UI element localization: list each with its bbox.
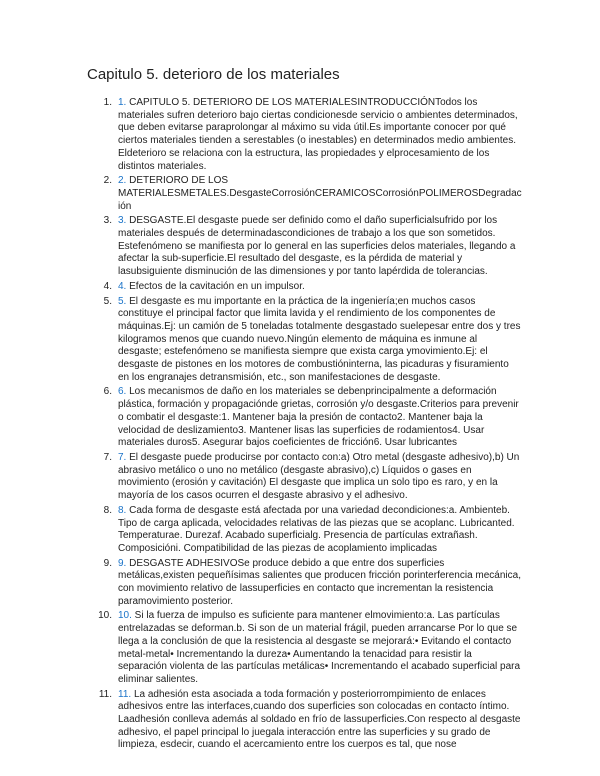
list-item-text: Si la fuerza de impulso es suficiente para mantener elmovimiento:a. Las partículas entrelazadas se deforman.b. Si son de un material frágil, pueden arrancarse Por lo que se llega a la conclusión de que la resistencia al desgaste se mejorará:• Evitando el contacto metal-metal• Incrementando la dureza• Aumentando la tenacidad para resistir la separación violenta de las partículas metálicas• Incrementando el acabado superficial para eliminar salientes. — [118, 610, 521, 685]
list-item-text: El desgaste puede producirse por contacto con:a) Otro metal (desgaste adhesivo),b) Un abrasivo metálico o uno no metálico (desgaste abrasivo),c) Líquidos o gases en movimiento (erosión y cavitación) El desgaste que implica un solo tipo es raro, y en la mayoría de los casos ocurren el desgaste abrasivo y el adhesivo. — [118, 451, 520, 502]
list-item — [90, 175, 522, 213]
list-item — [90, 386, 522, 450]
slide-link[interactable]: 4. — [118, 280, 127, 292]
list-item-text: DESGASTE ADHESIVOSe produce debido a que entre dos superficies metálicas,existen pequeñísimas salientes que producen fricción porinterferencia mecánica, con movimiento relativo de lassuperficies en contacto que incrementan la resistencia paramovimiento posterior. — [118, 557, 521, 607]
list-item-text: CAPITULO 5. DETERIORO DE LOS MATERIALESINTRODUCCIÓNTodos los materiales sufren deterioro bajo ciertas condicionesde servicio o ambientes determinados, que deben evitarse paraprolongar al máximo su vida útil.Es importante conocer por qué ciertos materiales tienden a serestables (o inestables) en determinados medio ambientes. Eldeterioro se relaciona con la estructura, las propiedades y elprocesamiento de los distintos materiales. — [118, 97, 518, 172]
numbered-list — [90, 97, 522, 754]
list-item — [90, 505, 522, 556]
slide-link[interactable]: 7. — [118, 451, 127, 463]
document-title: Capitulo 5. deterioro de los materiales — [87, 66, 340, 83]
list-item — [90, 689, 522, 753]
slide-link[interactable]: 3. — [118, 215, 127, 227]
list-item-number: 10. — [98, 610, 112, 622]
list-item-number: 11. — [98, 688, 112, 700]
list-item-number: 7. — [103, 451, 112, 463]
list-item-number: 3. — [103, 215, 112, 227]
list-item-text: La adhesión esta asociada a toda formación y posteriorrompimiento de enlaces adhesivos entre las interfaces,cuando dos superficies son colocadas en contacto íntimo. Laadhesión conlleva además al soldado en frío de lassuperficies.Con respecto al desgaste adhesivo, el papel principal lo juegala interacción entre las superficies y su grado de limpieza, esdecir, cuando el acercamiento entre los cuerpos es tal, que nose — [118, 688, 521, 751]
list-item-text: Cada forma de desgaste está afectada por una variedad decondiciones:a. Ambienteb. Tipo de carga aplicada, velocidades relativas de las piezas que se acoplanc. Lubricantеd. Temperaturae. Durezaf. Acabado superficialg. Presencia de partículas extrañash. Composicióni. Compatibilidad de las piezas de acoplamiento implicadas — [118, 504, 515, 554]
list-item-text: DESGASTE.El desgaste puede ser definido como el daño superficialsufrido por los materiales después de determinadascondiciones de trabajo a los que son sometidos. Estefenómeno se manifiesta por lo general en las superficies delos materiales, llegando a afectar la sub-superficie.El resultado del desgaste, es la pérdida de material y lasubsiguiente disminución de las dimensiones y por tanto lapérdida de tolerancias. — [118, 215, 516, 278]
page-bottom-edge — [0, 762, 600, 776]
slide-link[interactable]: 2. — [118, 175, 127, 187]
slide-link[interactable]: 10. — [118, 610, 132, 622]
list-item-number: 2. — [103, 175, 112, 187]
slide-link[interactable]: 1. — [118, 97, 127, 108]
slide-link[interactable]: 5. — [118, 295, 127, 307]
list-item-text: El desgaste es mu importante en la práctica de la ingeniería;en muchos casos constituye el principal factor que limita lavida y el rendimiento de los componentes de máquinas.Ej: un camión de 5 toneladas totalmente desgastado suelepesar entre dos y tres kilogramos menos que cuando nuevo.Ningún elemento de máquina es inmune al desgaste; estefenómeno se manifiesta siempre que exista carga ymovimiento.Ej: el desgaste de pistones en los motores de combustióninterna, las picaduras y fisuramiento en los engranajes detransmisión, etc., son manifestaciones de desgaste. — [118, 295, 521, 383]
list-item — [90, 296, 522, 385]
list-item-number: 4. — [103, 280, 112, 292]
list-item — [90, 452, 522, 503]
list-item-number: 5. — [103, 295, 112, 307]
list-item — [90, 558, 522, 609]
list-item-number: 9. — [103, 557, 112, 569]
slide-link[interactable]: 11. — [118, 688, 132, 700]
slide-link[interactable]: 8. — [118, 504, 127, 516]
list-item-number: 6. — [103, 386, 112, 398]
list-item-text: Los mecanismos de daño en los materiales se debenprincipalmente a deformación plástica, formación y propagacióndе grietas, corrosión y/o desgaste.Criterios para prevenir o combatir el desgaste:1. Mantener baja la presión de contacto2. Mantener baja la velocidad de deslizamiento3. Mantener lisas las superficies de rodamientos4. Usar materiales duros5. Asegurar bajos coeficientes de fricción6. Usar lubricantes — [118, 386, 519, 449]
slide-link[interactable]: 6. — [118, 386, 127, 398]
slide-link[interactable]: 9. — [118, 557, 127, 569]
list-item-number: 1. — [103, 97, 112, 108]
list-item-number: 8. — [103, 504, 112, 516]
list-item — [90, 215, 522, 279]
list-item-text: Efectos de la cavitación en un impulsor. — [126, 280, 305, 292]
list-item — [90, 281, 522, 294]
list-item — [90, 97, 522, 173]
list-item-text: DETERIORO DE LOS MATERIALESMETALES.DesgasteCorrosiónCERAMICOSCorrosiónPOLIMEROSDegradación — [118, 175, 522, 212]
list-item — [90, 610, 522, 686]
